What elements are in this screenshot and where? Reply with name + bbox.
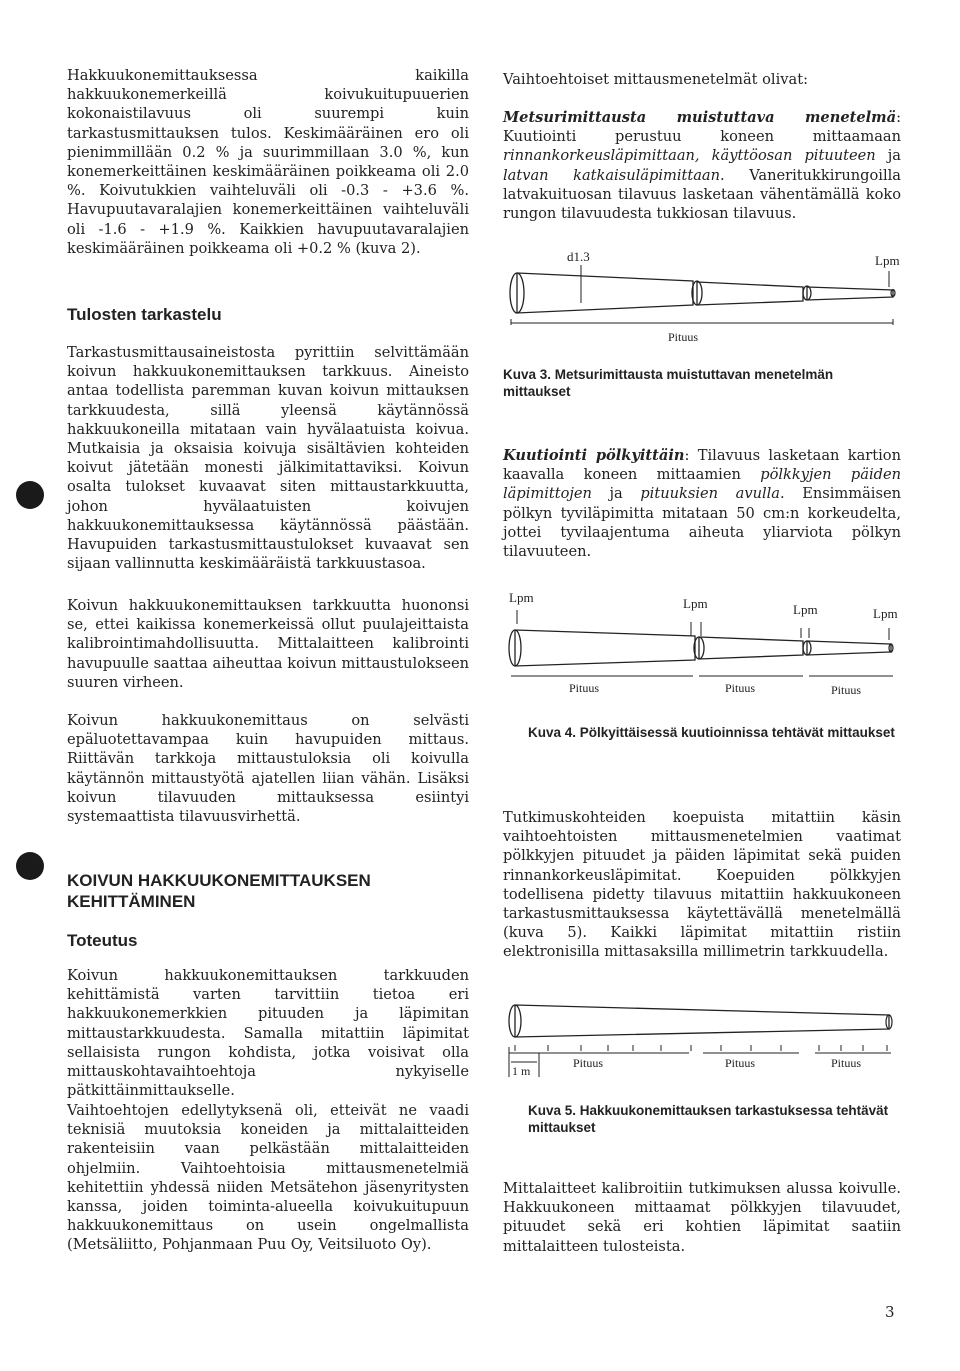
figure-5-caption <box>503 1102 901 1136</box>
heading-tulosten-tarkastelu: Tulosten tarkastelu <box>67 305 222 324</box>
label-pituus: Pituus <box>725 1056 756 1070</box>
left-para-2 <box>67 343 469 573</box>
paragraph: Hakkuukonemittauksessa kaikilla hakkuukonemerkeillä koivukuitupuuerien kokonaistilavuus oli suurempi kuin tarkastusmittauksen tulos. Keskimääräinen ero oli pienimmillään 0.2 % ja suurimmillaan 3.0 %, kun konemerkeittäinen keskimääräinen poikkeama oli 2.0 %. Koivutukkien vaihteluväli oli -0.3 - +3.6 %. Havupuutavaralajien konemerkeittäinen vaihteluväli oli -1.6 - +1.9 %. Kaikkien havupuutavaralajien keskimääräinen poikkeama oli +0.2 % (kuva 2). <box>67 67 469 257</box>
punch-hole <box>16 852 44 880</box>
figure-3-diagram <box>503 245 913 350</box>
log-section-2 <box>699 637 803 659</box>
measurement-ticks <box>515 1045 887 1051</box>
caption: Kuva 3. Metsurimittausta muistuttavan menetelmän mittaukset <box>503 367 834 399</box>
paragraph: Tutkimuskohteiden koepuista mitattiin käsin vaihtoehtoisten mittausmenetelmien vaatimat pölkkyjen pituudet ja päiden läpimitat sekä puiden rinnankorkeusläpimitat. Koepuiden pölkkyjen todellisena pidetty tilavuus mitattiin hakkuukoneen tarkastusmittauksessa käytettävällä menetelmällä (kuva 5). Kaikki läpimitat mitattiin ristiin elektronisilla mittasaksilla millimetrin tarkkuudella. <box>503 809 901 961</box>
label-d13: d1.3 <box>567 249 590 264</box>
caption: Kuva 4. Pölkyittäisessä kuutioinnissa tehtävät mittaukset <box>528 725 895 740</box>
label-pituus: Pituus <box>668 330 699 344</box>
label-pituus: Pituus <box>831 683 862 697</box>
paragraph: Koivun hakkuukonemittauksen tarkkuutta huononsi se, ettei kaikissa konemerkeissä ollut puulajeittaista kalibrointimahdollisuutta. Mittalaitteen kalibrointi havupuulle saattaa aiheuttaa koivun mittaustulokseen suuren virheen. <box>67 597 469 691</box>
stem <box>515 1005 889 1037</box>
left-para-5 <box>67 966 469 1100</box>
right-para-3 <box>503 808 901 962</box>
chapter-heading <box>67 870 469 912</box>
label-pituus: Pituus <box>831 1056 862 1070</box>
left-para-1 <box>67 66 469 258</box>
left-para-6 <box>67 1101 469 1255</box>
left-para-3 <box>67 596 469 692</box>
log-section-1 <box>517 273 693 313</box>
paragraph: Metsurimittausta muistuttava menetelmä: Kuutiointi perustuu koneen mittaamaan rinnankorkeusläpimittaan, käyttöosan pituuteen ja latvan katkaisuläpimittaan. Vaneritukkirungoilla latvakuituosan tilavuus lasketaan vähentämällä koko rungon tilavuudesta tukkiosan tilavuus. <box>503 109 901 223</box>
label-lpm: Lpm <box>793 602 818 617</box>
label-1m: 1 m <box>512 1064 531 1078</box>
label-lpm: Lpm <box>875 253 900 268</box>
heading-toteutus: Toteutus <box>67 931 138 950</box>
label-pituus: Pituus <box>569 681 600 695</box>
label-pituus: Pituus <box>725 681 756 695</box>
paragraph: Koivun hakkuukonemittaus on selvästi epäluotettavampaa kuin havupuiden mittaus. Riittävän tarkkoja mittaustuloksia oli koivulla käytännön mittaustyötä ajatellen liian vähän. Lisäksi koivun tilavuuden mittauksessa esiintyi systemaattista tilavuusvirhettä. <box>67 712 469 826</box>
log-section-1 <box>515 630 695 666</box>
paragraph: Vaihtoehtojen edellytyksenä oli, etteivät ne vaadi teknisiä muutoksia koneiden ja mittalaitteiden rakenteisiin vaan pelkästään mittalaitteiden ohjelmiin. Vaihtoehtoisia mittausmenetelmiä kehitettiin yhdessä niiden Metsätehon jäsenyritysten kanssa, joiden toiminta-alueella koivukuitupuun hakkuukonemittaus on usein ongelmallista (Metsäliitto, Pohjanmaan Puu Oy, Veitsiluoto Oy). <box>67 1102 469 1254</box>
label-pituus: Pituus <box>573 1056 604 1070</box>
heading-kehittaminen: KOIVUN HAKKUUKONEMITTAUKSEN KEHITTÄMINEN <box>67 871 371 911</box>
label-lpm: Lpm <box>873 606 898 621</box>
figure-5-diagram <box>503 995 913 1085</box>
page-number: 3 <box>885 1303 895 1321</box>
left-para-4 <box>67 711 469 826</box>
log-section-2 <box>697 282 803 305</box>
section-heading <box>67 304 469 325</box>
label-lpm: Lpm <box>509 590 534 605</box>
paragraph: Tarkastusmittausaineistosta pyrittiin selvittämään koivun hakkuukonemittauksen tarkkuus. Aineisto antaa todellista paremman kuvan koivun mittauksen tarkkuudesta, sillä yleensä käytännössä hakkuukoneilla mitataan vain hyvälaatuista koivua. Mutkaisia ja oksaisia koivuja sisältävien kohteiden koivut jätetään monesti jälkimitattaviksi. Koivun osalta tulokset kuvaavat siten mittaustarkkuutta, johon hyvälaatuisten koivujen hakkuukonemittauksessa käytännössä päästään. Havupuiden tarkastusmittaustulokset kuvaavat sen sijaan vallinnutta keskimääräistä tarkkuustasoa. <box>67 344 469 573</box>
paragraph: Vaihtoehtoiset mittausmenetelmät olivat: <box>503 71 808 88</box>
paragraph: Koivun hakkuukonemittauksen tarkkuuden kehittämistä varten tarvittiin tietoa eri hakkuukonemerkkien pituuden ja läpimitan mittaustarkkuudesta. Samalla mitattiin läpimitat sellaisista rungon kohdista, jotka voisivat olla mittauskohtavaihtoehtoja nykyiselle pätkittäinmittaukselle. <box>67 967 469 1100</box>
sub-heading <box>67 930 469 951</box>
log-section-3 <box>807 641 891 655</box>
figure-3-caption <box>503 366 901 400</box>
log-section-3 <box>807 287 893 300</box>
right-para-4 <box>503 1179 901 1256</box>
paragraph: Mittalaitteet kalibroitiin tutkimuksen alussa koivulle. Hakkuukoneen mittaamat pölkkyjen tilavuudet, pituudet sekä eri kohtien läpimitat saatiin mittalaitteen tulosteista. <box>503 1180 901 1255</box>
method-title: Kuutiointi pölkyittäin <box>503 447 685 464</box>
right-intro <box>503 70 901 89</box>
figure-4-diagram <box>503 588 913 698</box>
method-title: Metsurimittausta muistuttava menetelmä <box>503 109 897 126</box>
figure-4-caption <box>503 724 901 741</box>
paragraph: Kuutiointi pölkyittäin: Tilavuus lasketaan kartion kaavalla koneen mittaamien pölkkyjen päiden läpimittojen ja pituuksien avulla. Ensimmäisen pölkyn tyviläpimitta mitataan 50 cm:n korkeudelta, jottei tyvilaajentuma aiheuta yliarviota pölkyn tilavuuteen. <box>503 447 902 561</box>
caption: Kuva 5. Hakkuukonemittauksen tarkastuksessa tehtävät mittaukset <box>528 1103 889 1135</box>
punch-hole <box>16 481 44 509</box>
right-method-1 <box>503 108 901 223</box>
label-lpm: Lpm <box>683 596 708 611</box>
right-method-2 <box>503 446 901 561</box>
